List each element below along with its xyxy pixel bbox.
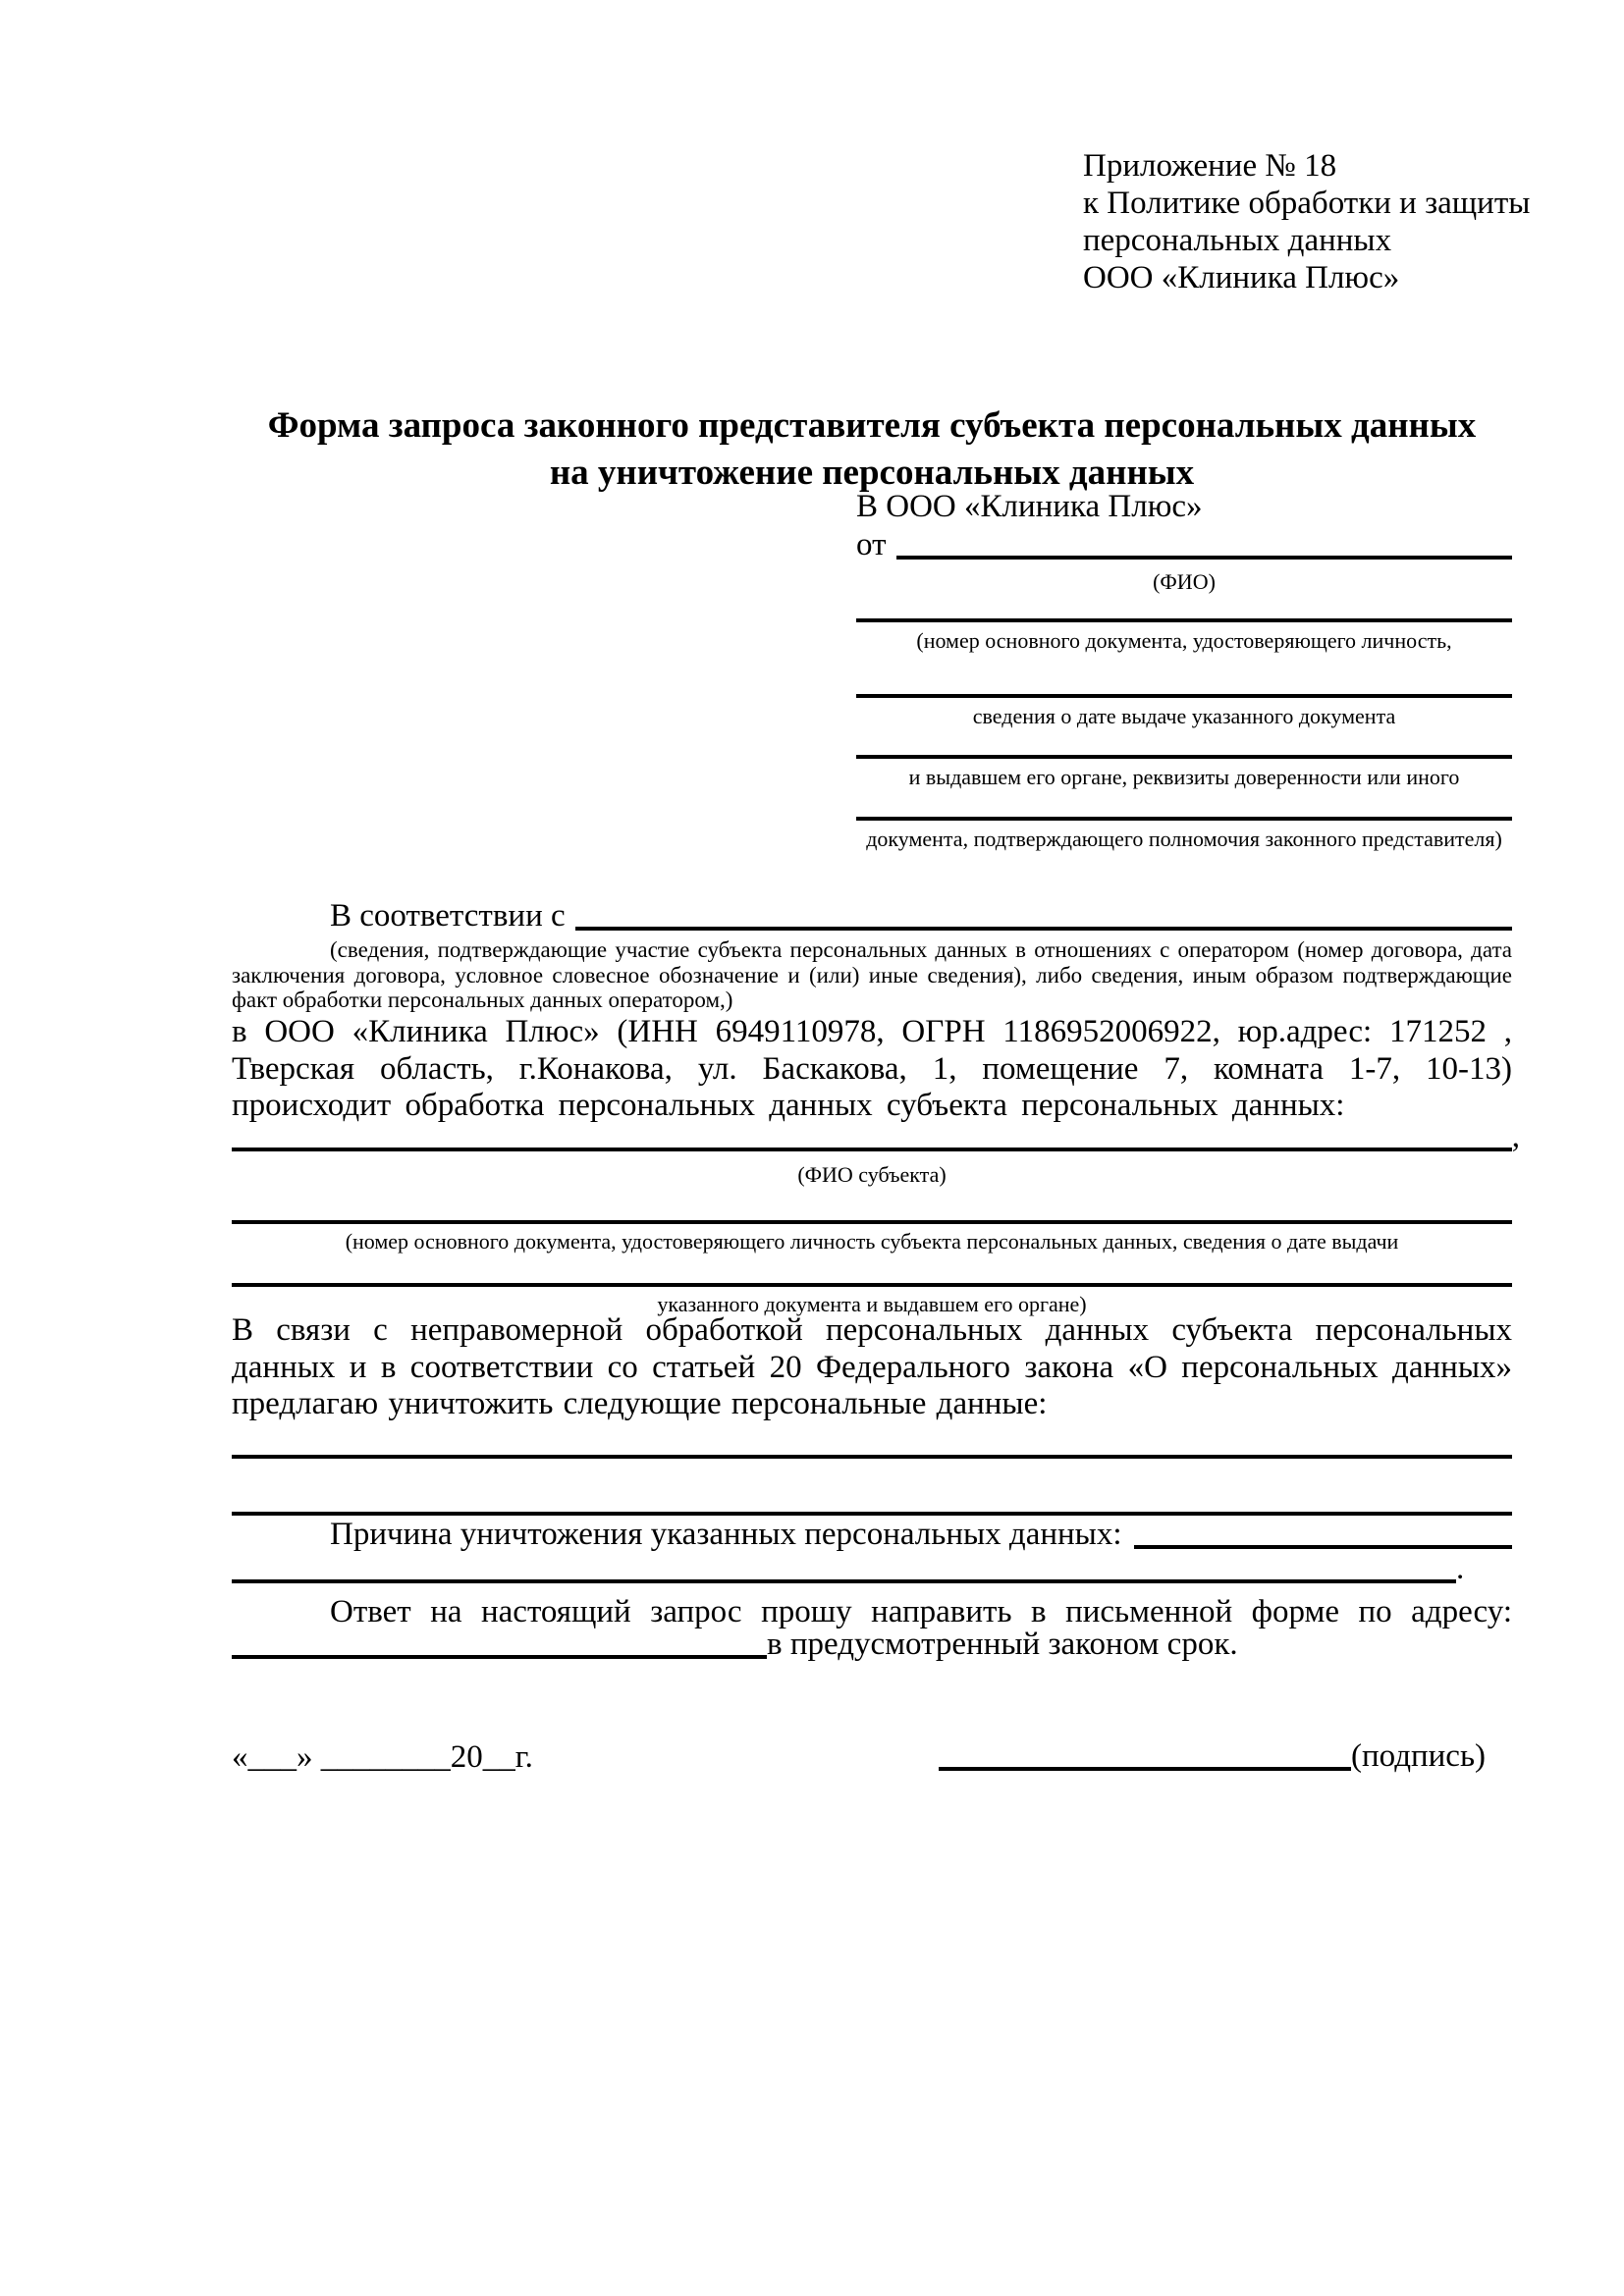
subject-doc-blank-1 [232, 1220, 1512, 1224]
annex-line-3: персональных данных [1083, 223, 1392, 258]
field-caption-doc-number: (номер основного документа, удостоверяющего личность, [916, 628, 1452, 653]
recipient-to-line: В ООО «Клиника Плюс» [856, 489, 1203, 524]
subject-fio-blank [232, 1148, 1512, 1151]
answer-line: Ответ на настоящий запрос прошу направить в письменной форме по адресу: [330, 1594, 1512, 1629]
field-caption-authority-doc: документа, подтверждающего полномочия законного представителя) [866, 827, 1502, 851]
field-blank-authority-doc [856, 817, 1512, 821]
date-blank: «___» ________20__г. [232, 1739, 533, 1775]
title-line-2: на уничтожение персональных данных [549, 453, 1195, 493]
field-blank-doc-number [856, 618, 1512, 622]
signature-row [939, 1739, 1512, 1775]
title-line-1: Форма запроса законного представителя субъекта персональных данных [267, 405, 1477, 446]
subject-fio-comma: , [1511, 1118, 1520, 1154]
data-blank-line-2 [232, 1512, 1512, 1516]
annex-header [1083, 147, 1544, 296]
field-blank-issuer [856, 755, 1512, 759]
fio-caption: (ФИО) [1153, 569, 1216, 594]
from-label: от [856, 526, 887, 562]
answer-tail: в предусмотренный законом срок. [767, 1626, 1238, 1662]
signature-caption: (подпись) [1351, 1737, 1486, 1774]
answer-tail-row [232, 1628, 1512, 1663]
request-paragraph: В связи с неправомерной обработкой персональных данных субъекта персональных данных и в соответствии со статьей 20 Федерального закона «О персональных данных» предлагаю уничтожить следующие персональные данные: [232, 1312, 1512, 1421]
operator-paragraph: в ООО «Клиника Плюс» (ИНН 6949110978, ОГРН 1186952006922, юр.адрес: 171252 , Тверская область, г.Конакова, ул. Баскакова, 1, помещение 7, комната 1-7, 10-13) происходит обработка персональных данных субъекта персональных данных: [232, 1014, 1512, 1123]
from-row [856, 528, 1512, 563]
annex-line-2: к Политике обработки и защиты [1083, 186, 1531, 221]
subject-doc-caption-2: указанного документа и выдавшем его органе) [657, 1292, 1087, 1316]
field-caption-issuer: и выдавшем его органе, реквизиты доверенности или иного [908, 765, 1460, 789]
document-title [232, 402, 1512, 497]
signature-blank [939, 1767, 1351, 1771]
reason-blank-2 [232, 1579, 1456, 1583]
data-blank-line-1 [232, 1455, 1512, 1459]
field-caption-issue-date: сведения о дате выдаче указанного документа [972, 704, 1396, 728]
reason-row [232, 1518, 1512, 1553]
subject-fio-row [232, 1120, 1520, 1155]
accordance-blank [575, 927, 1512, 931]
accordance-row [232, 899, 1512, 934]
annex-line-1: Приложение № 18 [1083, 148, 1337, 184]
accordance-label: В соответствии с [330, 897, 566, 934]
reason-period: . [1456, 1550, 1465, 1586]
subject-doc-blank-2 [232, 1283, 1512, 1287]
field-blank-issue-date [856, 694, 1512, 698]
reason-label: Причина уничтожения указанных персональных данных: [330, 1516, 1122, 1552]
reason-continuation-row [232, 1550, 1512, 1587]
answer-address-blank [232, 1655, 767, 1659]
from-fio-blank [896, 556, 1513, 560]
subject-doc-caption-1: (номер основного документа, удостоверяющего личность субъекта персональных данных, сведения о дате выдачи [345, 1229, 1399, 1254]
reason-blank-1 [1134, 1545, 1512, 1549]
annex-line-4: ООО «Клиника Плюс» [1083, 260, 1400, 295]
accordance-caption: (сведения, подтверждающие участие субъекта персональных данных в отношениях с оператором (номер договора, дата заключения договора, условное словесное обозначение и (или) иные сведения), либо сведения, иным образом подтверждающие факт обработки персональных данных оператором,) [232, 937, 1512, 1012]
subject-fio-caption: (ФИО субъекта) [797, 1162, 947, 1187]
